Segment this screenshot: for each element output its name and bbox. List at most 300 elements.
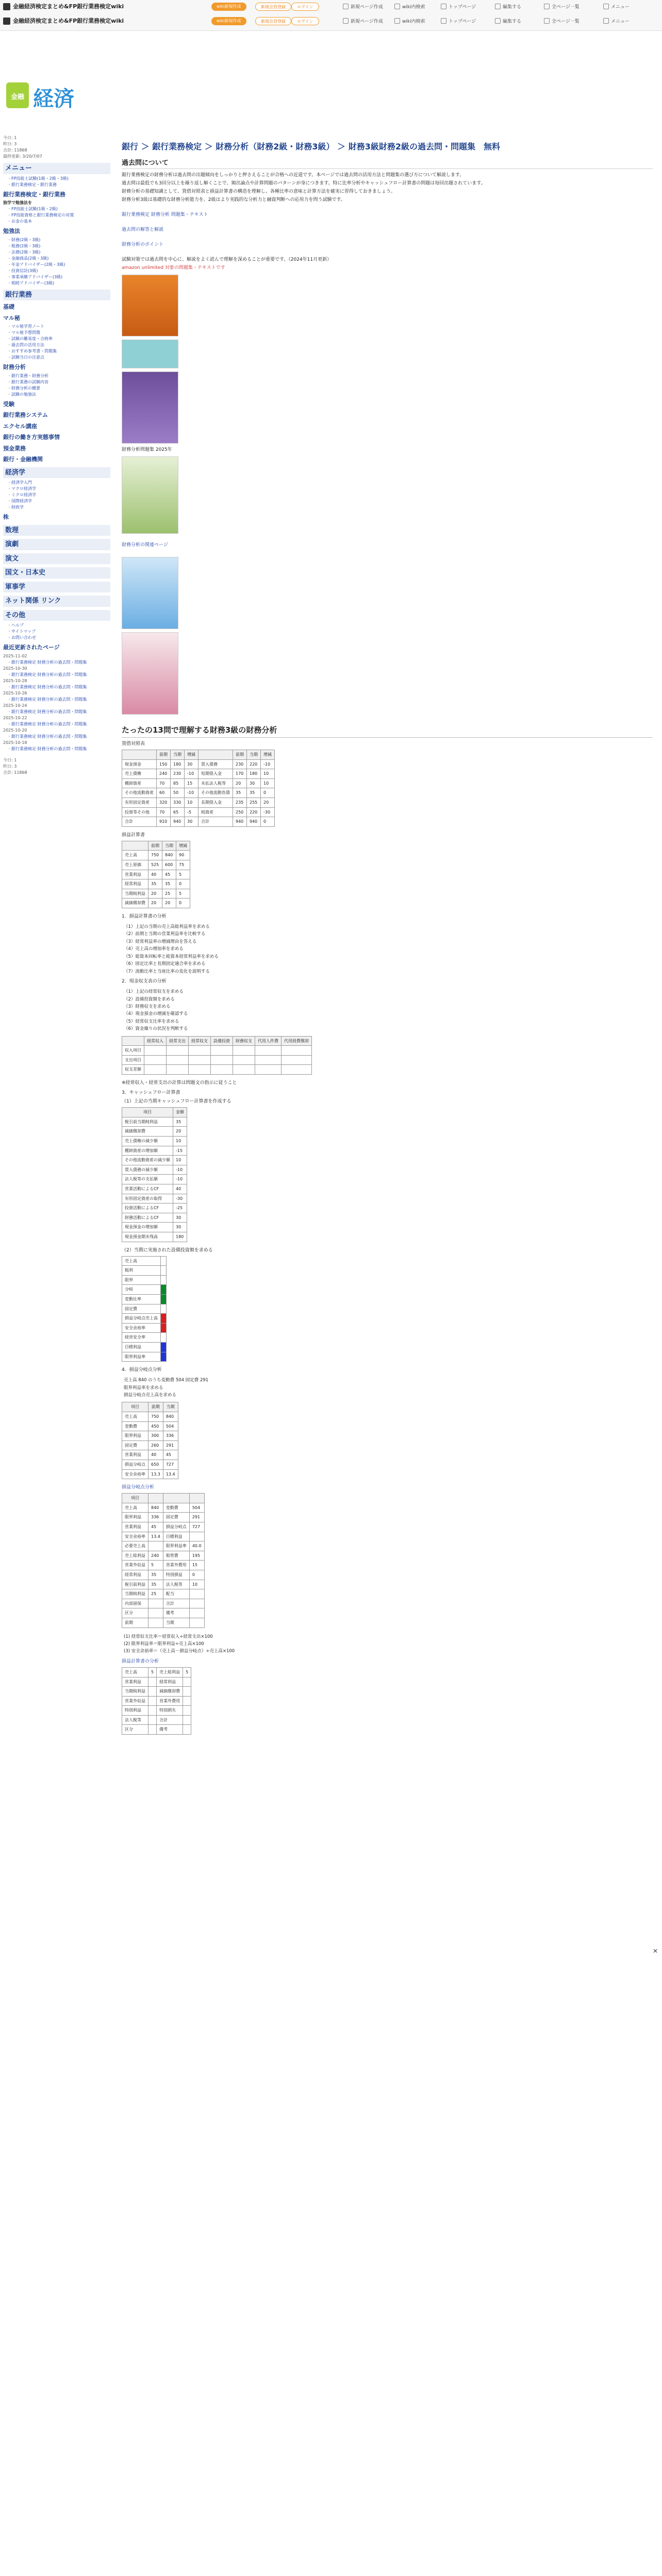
- sidebar-link[interactable]: お問い合わせ: [11, 635, 36, 640]
- table-cell: 短期借入金: [198, 769, 233, 779]
- table-cell: 504: [189, 1503, 204, 1513]
- svg-text:経済: 経済: [33, 87, 74, 111]
- sidebar-link[interactable]: 財務(2級・3級): [11, 237, 41, 242]
- table-row: [122, 1055, 312, 1065]
- table-cell: 45: [148, 1522, 163, 1532]
- edit-tool[interactable]: [495, 4, 521, 11]
- table-row: [122, 1117, 187, 1127]
- close-icon[interactable]: ✕: [652, 1947, 658, 1955]
- table-cell: [148, 1715, 157, 1725]
- table-cell: 650: [148, 1460, 163, 1470]
- table-row: [122, 1532, 205, 1541]
- table-cell: 170: [233, 769, 247, 779]
- related-link[interactable]: 財務分析の関連ページ: [122, 543, 168, 548]
- table-cell: [255, 1065, 282, 1075]
- pl-analysis-table: [122, 1667, 191, 1735]
- menu-tool-2[interactable]: [603, 18, 630, 25]
- new-page-tool-2[interactable]: [343, 18, 383, 25]
- sidebar-link[interactable]: 財政学: [11, 505, 24, 510]
- list-item: （5）総資本回転率と総資本経常利益率を求める: [124, 954, 219, 959]
- table-cell: [189, 1046, 211, 1056]
- table-cell: 0: [176, 879, 190, 889]
- list-item: （3）経常利益率の増減理由を答える: [124, 939, 197, 944]
- table-cell: その他流動資産の減少額: [122, 1156, 173, 1165]
- table-cell: [211, 1055, 233, 1065]
- sidebar-link[interactable]: FP技能資格と銀行業務検定の対策: [11, 213, 74, 217]
- table-cell: [255, 1055, 282, 1065]
- table-cell: -25: [173, 1204, 187, 1213]
- list-item: （3）財務収支を求める: [124, 1004, 171, 1009]
- table-row: [122, 807, 275, 817]
- section-secret-list: [3, 324, 110, 361]
- table-caption: 損益計算書: [122, 832, 145, 838]
- table-row: [122, 1469, 178, 1479]
- section-study-list: [3, 237, 110, 286]
- site-logo[interactable]: [5, 77, 103, 118]
- update-link[interactable]: 銀行業務検定 財務分析の過去問・問題集: [11, 734, 87, 739]
- table-row: [122, 1421, 178, 1431]
- balance-sheet-table: [122, 750, 275, 827]
- wiki-logo-icon: [3, 18, 10, 25]
- section-bank-sub: 独学で勉強法を: [3, 200, 32, 205]
- pencil-icon: [495, 4, 501, 9]
- edit-label-2: 編集する: [503, 19, 522, 24]
- sidebar-link[interactable]: 相続アドバイザー(3級): [11, 280, 55, 285]
- search-label: wiki内検索: [402, 5, 425, 10]
- plus-icon: [343, 18, 349, 24]
- table-cell: 45: [162, 870, 176, 879]
- table-cell: -30: [261, 807, 275, 817]
- table-header-cell: 経常収支: [189, 1036, 211, 1046]
- table-cell: -10: [173, 1165, 187, 1175]
- table-row: [122, 1570, 205, 1580]
- table-row: [122, 1580, 205, 1589]
- table-cell: [183, 1706, 191, 1716]
- table-cell: [144, 1046, 167, 1056]
- table-cell: [167, 1055, 189, 1065]
- table-cell: 税引前当期純利益: [122, 1117, 173, 1127]
- sidebar-link[interactable]: 経済学入門: [11, 480, 32, 485]
- plus-icon: [343, 4, 349, 9]
- update-link[interactable]: 銀行業務検定 財務分析の過去問・問題集: [11, 721, 87, 726]
- table-row: [122, 1275, 167, 1285]
- table-cell: 75: [176, 860, 190, 870]
- table-row: [122, 1513, 205, 1522]
- table-row: [122, 1285, 167, 1295]
- table-cell: 5: [176, 870, 190, 879]
- table-row: [122, 1127, 187, 1137]
- table-cell: 投資等その他: [122, 807, 157, 817]
- sidebar-link[interactable]: 金融商品(2級・3級): [11, 256, 49, 261]
- list-icon: [544, 18, 550, 24]
- section-analysis-list: [3, 373, 110, 398]
- wiki-title[interactable]: 金融経済検定まとめ&FP銀行業務検定wiki: [13, 3, 124, 10]
- update-link[interactable]: 銀行業務検定 財務分析の過去問・問題集: [11, 746, 87, 751]
- table-row: [122, 1677, 191, 1687]
- table-cell: [161, 1342, 167, 1352]
- wiki-title-2[interactable]: 金融経済検定まとめ&FP銀行業務検定wiki: [13, 18, 124, 24]
- sidebar-meta: [3, 135, 110, 160]
- book-caption: 財務分析問題集 2025年: [122, 447, 172, 453]
- table-row: [122, 1725, 191, 1735]
- question-title: 3．キャッシュフロー計算書: [122, 1090, 180, 1096]
- table-row: [122, 1204, 187, 1213]
- table-cell: 30: [173, 1223, 187, 1232]
- list-item: 売上高 840 のうち変動費 504 固定費 291: [124, 1378, 209, 1383]
- table-row: [122, 1687, 191, 1697]
- menu-link-fp[interactable]: FP技能士試験(1級・2級・3級): [11, 176, 69, 181]
- table-cell: 区分: [122, 1608, 148, 1618]
- table-cell: 230: [171, 769, 185, 779]
- table-cell: 当期純利益: [122, 1687, 148, 1697]
- table-cell: [161, 1294, 167, 1304]
- table-cell: 財務活動によるCF: [122, 1213, 173, 1223]
- table-cell: 30: [247, 778, 261, 788]
- table-cell: 売上高: [122, 1256, 161, 1266]
- table-cell: 60: [157, 788, 171, 798]
- table-cell: [161, 1323, 167, 1333]
- table-cell: 前期: [122, 1618, 148, 1628]
- table-cell: 150: [157, 759, 171, 769]
- section-japanese-title: 国文・日本史: [3, 567, 110, 579]
- table-row: [122, 1541, 205, 1551]
- section-other-list: [3, 622, 110, 641]
- table-cell: 10: [261, 769, 275, 779]
- list-item: (2) 限界利益率＝限界利益÷売上高×100: [124, 1641, 204, 1647]
- table-row: [122, 1175, 187, 1184]
- table-row: [122, 1503, 205, 1513]
- question-note: ※経常収入・経常支出の計算は問題文の指示に従うこと: [122, 1080, 237, 1086]
- update-link[interactable]: 銀行業務検定 財務分析の過去問・問題集: [11, 659, 87, 665]
- edit-tool-2[interactable]: [495, 18, 521, 25]
- breadcrumb[interactable]: 銀行 ＞ 銀行業務検定 ＞ 財務分析（財務2級・財務3級） ＞ 財務3級財務2級の過去問・問題集 無料: [122, 142, 500, 151]
- table-cell: 法人税等: [122, 1715, 148, 1725]
- update-date: 2025-10-24: [3, 703, 27, 708]
- table-cell: 営業外収益: [122, 1561, 148, 1570]
- site-top-tool-2[interactable]: [441, 18, 476, 25]
- table-row: [122, 1450, 178, 1460]
- table-cell: 336: [148, 1513, 163, 1522]
- update-link[interactable]: 銀行業務検定 財務分析の過去問・問題集: [11, 709, 87, 714]
- table-row: [122, 1304, 167, 1314]
- recent-updates-title: 最近更新されたページ: [3, 644, 60, 651]
- table-cell: 変動費: [163, 1503, 189, 1513]
- section-links-title: ネット関係 リンク: [3, 596, 110, 607]
- table-cell: 240: [157, 769, 171, 779]
- sidebar-link[interactable]: 試験当日の注意点: [11, 355, 44, 360]
- section-econ-list: [3, 480, 110, 511]
- table-cell: 営業外費用: [163, 1561, 189, 1570]
- search-tool[interactable]: [394, 4, 425, 11]
- update-link[interactable]: 銀行業務検定 財務分析の過去問・問題集: [11, 697, 87, 702]
- sidebar-link[interactable]: マクロ経済学: [11, 486, 36, 491]
- signup-button-2[interactable]: 新規会員登録: [255, 17, 291, 25]
- table-cell: 910: [157, 817, 171, 827]
- table-cell: [189, 1608, 204, 1618]
- table-cell: [161, 1285, 167, 1295]
- wiki-create-button[interactable]: wiki新規作成: [211, 3, 246, 11]
- table-cell: 35: [247, 788, 261, 798]
- table-row: [122, 1431, 178, 1441]
- book-cover-image[interactable]: [122, 275, 178, 336]
- table-row: [122, 759, 275, 769]
- table-cell: [183, 1725, 191, 1735]
- table-row: [122, 1551, 205, 1561]
- table-cell: 5: [148, 1561, 163, 1570]
- table-header-cell: 前期: [157, 750, 171, 759]
- tips-link[interactable]: 財務分析のポイント: [122, 242, 164, 247]
- site-top-tool[interactable]: [441, 4, 476, 11]
- table-cell: 変動比率: [122, 1294, 161, 1304]
- counter-yesterday: 昨日: 3: [3, 142, 17, 146]
- section-literature-title: 演文: [3, 553, 110, 565]
- table-cell: 250: [233, 807, 247, 817]
- table-cell: 10: [185, 798, 198, 807]
- table-cell: 10: [189, 1580, 204, 1589]
- table-cell: [211, 1046, 233, 1056]
- table-header-cell: 当期: [162, 841, 176, 851]
- menu-label: メニュー: [611, 5, 630, 10]
- question-lead: （2）当期に実施された設備投資額を求める: [122, 1247, 213, 1253]
- update-date: 2025-10-22: [3, 715, 27, 720]
- list-item: （1）上記の当期の売上高総利益率を求める: [124, 924, 210, 929]
- menu-icon: [603, 4, 609, 9]
- table-cell: 25: [162, 889, 176, 899]
- table-cell: [233, 1046, 255, 1056]
- table-row: [122, 1342, 167, 1352]
- table-row: [122, 1146, 187, 1156]
- update-date: 2025-10-28: [3, 678, 27, 683]
- main-content: [122, 142, 653, 1740]
- section-drama-title: 演劇: [3, 539, 110, 550]
- table-row: [122, 1223, 187, 1232]
- search-tool-2[interactable]: [394, 18, 425, 25]
- table-cell: 売上高: [122, 1412, 148, 1422]
- recent-updates-list: [3, 653, 110, 752]
- sidebar-link[interactable]: 銀行業務の試験内容: [11, 379, 48, 384]
- table-header-cell: 増減: [261, 750, 275, 759]
- wiki-create-button-2[interactable]: wiki新規作成: [211, 17, 246, 25]
- table-cell: 25: [148, 1589, 163, 1599]
- table-cell: -10: [261, 759, 275, 769]
- list-item: （6）固定比率と長期固定適合率を求める: [124, 961, 206, 967]
- sidebar-link[interactable]: マル秘学習ノート: [11, 324, 44, 329]
- table-header-cell: 増減: [176, 841, 190, 851]
- table-cell: 40.0: [189, 1541, 204, 1551]
- login-button-2[interactable]: ログイン: [291, 17, 319, 25]
- table-cell: 240: [148, 1551, 163, 1561]
- table-header-cell: [189, 1494, 204, 1503]
- sidebar-link[interactable]: ミクロ経済学: [11, 493, 36, 497]
- wiki-title-row[interactable]: [3, 3, 124, 11]
- question-title: 4．損益分岐点分析: [122, 1367, 162, 1373]
- table-row: [122, 1352, 167, 1362]
- table-row: [122, 1314, 167, 1324]
- sidebar-link[interactable]: 過去問の活用方法: [11, 343, 44, 347]
- list-item: 損益分岐点売上高を求める: [124, 1393, 177, 1398]
- table-cell: 損益分岐点: [163, 1522, 189, 1532]
- list-item: (1) 経常収支比率＝経常収入÷経常支出×100: [124, 1634, 213, 1639]
- wiki-title-row-2[interactable]: [3, 17, 124, 25]
- table-cell: 5: [176, 889, 190, 899]
- table-cell: 180: [247, 769, 261, 779]
- table-cell: 330: [171, 798, 185, 807]
- table-cell: 291: [189, 1513, 204, 1522]
- table-row: [122, 788, 275, 798]
- table-header-cell: [122, 750, 157, 759]
- update-link[interactable]: 銀行業務検定 財務分析の過去問・問題集: [11, 672, 87, 677]
- sidebar-link[interactable]: 銀行業務・財務分析: [11, 373, 48, 378]
- table-cell: 35: [233, 788, 247, 798]
- list-item: （2）前期と当期の営業利益率を比較する: [124, 931, 206, 937]
- sidebar-link[interactable]: 事業承継アドバイザー(3級): [11, 274, 63, 279]
- table-cell: 336: [163, 1431, 178, 1441]
- new-page-tool[interactable]: [343, 4, 383, 11]
- all-pages-tool-2[interactable]: [544, 18, 580, 25]
- table-cell: [144, 1055, 167, 1065]
- table-cell: 20: [148, 899, 162, 908]
- table-cell: 固定費: [163, 1513, 189, 1522]
- table-cell: 粗利: [122, 1266, 161, 1276]
- table-cell: 未払法人税等: [198, 778, 233, 788]
- book-cover-image[interactable]: [122, 557, 178, 629]
- table-cell: 30: [173, 1213, 187, 1223]
- table-cell: 固定費: [122, 1440, 148, 1450]
- all-pages-tool[interactable]: [544, 4, 580, 11]
- books-link[interactable]: 銀行業務検定 財務分析 問題集・テキスト: [122, 212, 208, 217]
- table-cell: [148, 1608, 163, 1618]
- table-row: [122, 1213, 187, 1223]
- table-cell: 合計: [122, 817, 157, 827]
- sidebar-link[interactable]: FP技能士試験(1級・2級): [11, 207, 58, 211]
- section-exam-title: 受験: [3, 400, 14, 408]
- table-cell: 棚卸資産: [122, 778, 157, 788]
- table-header-cell: 項目: [122, 1494, 148, 1503]
- table-cell: 買入債務: [198, 759, 233, 769]
- login-button[interactable]: ログイン: [291, 3, 319, 11]
- svg-text:金融: 金融: [10, 93, 25, 101]
- table-row: [122, 1618, 205, 1628]
- sidebar-link[interactable]: 試験の難易度・合格率: [11, 336, 53, 341]
- question-list: [124, 988, 653, 1033]
- table-row: [122, 798, 275, 807]
- table-row: [122, 1165, 187, 1175]
- menu-tool[interactable]: [603, 4, 630, 11]
- past-exam-link[interactable]: 過去問の解答と解説: [122, 227, 164, 232]
- sidebar-link[interactable]: 試験の勉強法: [11, 392, 36, 397]
- sidebar-link[interactable]: 国際経済学: [11, 499, 32, 503]
- sidebar-link[interactable]: ヘルプ: [11, 623, 24, 628]
- sidebar-link[interactable]: 財務分析の概要: [11, 385, 40, 391]
- table-cell: 販管費: [163, 1551, 189, 1561]
- table-cell: 5: [183, 1667, 191, 1677]
- table-cell: 40: [148, 870, 162, 879]
- sidebar-link[interactable]: 税務(2級・3級): [11, 243, 41, 248]
- section-secret-title: マル秘: [3, 314, 20, 321]
- table-cell: [183, 1715, 191, 1725]
- sidebar-link[interactable]: サイトマップ: [11, 629, 36, 634]
- signup-button[interactable]: 新規会員登録: [255, 3, 291, 11]
- sidebar-link[interactable]: 年金アドバイザー(2級・3級): [11, 262, 65, 267]
- table-cell: 配当: [163, 1589, 189, 1599]
- table-cell: 限界利益率: [163, 1541, 189, 1551]
- book-cover-image[interactable]: [122, 632, 178, 715]
- table-row: [122, 879, 190, 889]
- update-link[interactable]: 銀行業務検定 財務分析の過去問・問題集: [11, 684, 87, 689]
- table-header-cell: 代用経費償却: [282, 1036, 312, 1046]
- table-caption: 貸借対照表: [122, 741, 145, 747]
- book-cover-image[interactable]: [122, 456, 178, 534]
- table-cell: 経常利益: [122, 1570, 148, 1580]
- section-bank-list: [3, 206, 110, 225]
- section-stock-title: 株: [3, 514, 9, 520]
- table-cell: [148, 1677, 157, 1687]
- top-header: [0, 0, 662, 31]
- intro-paragraph: 財務分析3級は基礎的な財務分析能力を、2級はより実践的な分析力と融資判断への応用力を問う試験です。: [122, 197, 345, 202]
- table-cell: [167, 1046, 189, 1056]
- table-header-row: [122, 1108, 187, 1117]
- sidebar-link[interactable]: お金の基本: [11, 219, 32, 224]
- table-row: [122, 1294, 167, 1304]
- table-row: [122, 769, 275, 779]
- sidebar-link[interactable]: おすすめ参考書・問題集: [11, 349, 57, 353]
- table-cell: 法人税等の支払額: [122, 1175, 173, 1184]
- sidebar-link[interactable]: マル秘予想問題: [11, 330, 40, 335]
- table-cell: [167, 1065, 189, 1075]
- menu-link-bank[interactable]: 銀行業務検定・銀行業務: [11, 182, 57, 187]
- table-row: [122, 1194, 187, 1204]
- table-header-cell: 前期: [148, 841, 162, 851]
- table-cell: 45: [163, 1450, 178, 1460]
- sidebar-link[interactable]: 投資信託(3級): [11, 268, 38, 273]
- subsection-title: 損益計算書の分析: [122, 1658, 159, 1664]
- table-cell: 85: [171, 778, 185, 788]
- table-cell: 50: [171, 788, 185, 798]
- update-date: 2025-10-18: [3, 740, 27, 745]
- list-icon: [544, 4, 550, 9]
- sidebar-link[interactable]: 法務(2級・3級): [11, 249, 41, 255]
- table-cell: 固定費: [122, 1304, 161, 1314]
- table-cell: 230: [233, 759, 247, 769]
- table-header-row: [122, 1494, 205, 1503]
- table-cell: 65: [171, 807, 185, 817]
- table-header-cell: [148, 1494, 163, 1503]
- table-header-cell: 経常支出: [167, 1036, 189, 1046]
- table-header-cell: 前期: [148, 1402, 163, 1412]
- table-cell: -10: [185, 788, 198, 798]
- book-cover-image[interactable]: [122, 340, 178, 368]
- table-cell: 営業外収益: [122, 1696, 148, 1706]
- table-cell: 300: [148, 1431, 163, 1441]
- intro-paragraph: 財務分析の基礎知識として、貸借対照表と損益計算書の構造を理解し、各種比率の意味と計算方法を確実に習得しておきましょう。: [122, 189, 395, 194]
- table-cell: 有形固定資産の取得: [122, 1194, 173, 1204]
- table-header-cell: 項目: [122, 1402, 148, 1412]
- list-item: （4）現金預金の増減を確認する: [124, 1011, 188, 1017]
- table-cell: [211, 1065, 233, 1075]
- table-cell: 長期借入金: [198, 798, 233, 807]
- table-cell: 504: [163, 1421, 178, 1431]
- table-cell: 減価償却費: [122, 1127, 173, 1137]
- table-row: [122, 1440, 178, 1450]
- table-cell: 840: [162, 851, 176, 860]
- book-cover-image[interactable]: [122, 371, 178, 444]
- section-bankwork-title: 銀行業務: [3, 290, 110, 301]
- table-cell: 40: [173, 1184, 187, 1194]
- table-cell: 525: [148, 860, 162, 870]
- table-row: [122, 899, 190, 908]
- question-lead: （1）上記の当期キャッシュフロー計算書を作成する: [122, 1099, 231, 1105]
- table-cell: 減価償却費: [122, 899, 148, 908]
